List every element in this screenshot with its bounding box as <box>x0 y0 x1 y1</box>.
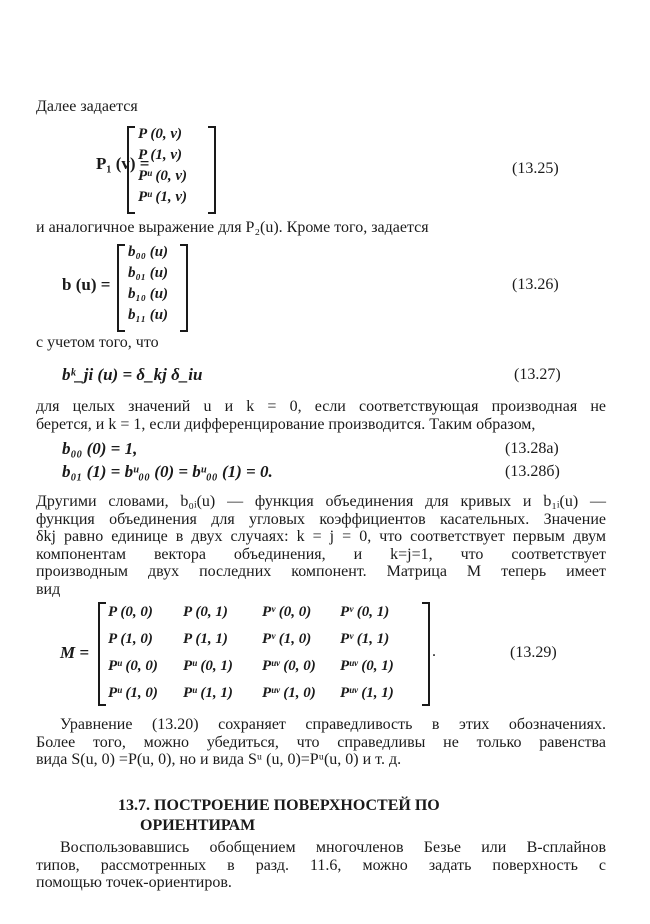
eq-13-26-number: (13.26) <box>512 276 559 293</box>
section-title-line2: ОРИЕНТИРАМ <box>140 817 256 834</box>
eq-13-28a-number: (13.28а) <box>505 440 559 457</box>
eq-13-25-left-bracket <box>127 126 135 214</box>
eq-13-26-lhs: b (u) = <box>62 275 111 294</box>
matrix-cell: Pᵘ (0, 1) <box>183 658 233 674</box>
matrix-cell: Pᵘᵛ (0, 0) <box>262 658 316 674</box>
eq-13-29-number: (13.29) <box>510 644 557 661</box>
eq-13-25-row: Pᵘ (1, v) <box>138 189 188 205</box>
eq-13-25-right-bracket <box>208 126 216 214</box>
intro-text: Далее задается <box>36 98 138 115</box>
eq-13-29-terminal-dot: . <box>432 643 436 660</box>
section-title-line1: ПОСТРОЕНИЕ ПОВЕРХНОСТЕЙ ПО <box>154 797 440 814</box>
eq-13-26-left-bracket <box>117 244 125 332</box>
matrix-cell: Pᵘ (1, 0) <box>108 685 158 701</box>
after-13-26-text: с учетом того, что <box>36 334 159 351</box>
after-13-25-text: и аналогичное выражение для P₂(u). Кроме того, задается <box>36 219 429 236</box>
eq-13-27-formula: bᵏ_ji (u) = δ_kj δ_iu <box>62 365 203 384</box>
matrix-cell: P (0, 1) <box>183 604 228 620</box>
paragraph-line: помощью точек-ориентиров. <box>36 874 232 891</box>
paragraph-1 <box>36 398 606 433</box>
eq-13-26-row: b₀₀ (u) <box>128 244 169 260</box>
eq-13-25-number: (13.25) <box>512 160 559 177</box>
eq-13-26-row: b₁₁ (u) <box>128 307 169 323</box>
matrix-cell: Pᵘ (0, 0) <box>108 658 158 674</box>
matrix-cell: Pᵘᵛ (0, 1) <box>340 658 394 674</box>
matrix-cell: P (1, 0) <box>108 631 153 647</box>
paragraph-line: Другими словами, b₀ᵢ(u) — функция объединения для кривых и b₁ᵢ(u) — <box>36 493 606 510</box>
eq-13-26-row: b₁₀ (u) <box>128 286 169 302</box>
matrix-cell: P (1, 1) <box>183 631 228 647</box>
paragraph-line: типов, рассмотренных в разд. 11.6, можно задать поверхность с <box>36 856 606 874</box>
matrix-cell: Pᵘ (1, 1) <box>183 685 233 701</box>
section-heading <box>118 796 440 816</box>
eq-13-25-lhs: P₁ (v) = <box>96 154 150 173</box>
matrix-cell: Pᵛ (0, 0) <box>262 604 312 620</box>
eq-13-28a-formula: b₀₀ (0) = 1, <box>62 439 138 458</box>
eq-13-26-row: b₀₁ (u) <box>128 265 169 281</box>
paragraph-line: функция объединения для угловых коэффициентов касательных. Значение <box>36 510 606 528</box>
paragraph-line: Воспользовавшись обобщением многочленов Безье или B-сплайнов <box>60 839 606 856</box>
paragraph-line: Более того, можно убедиться, что справедливы не только равенства <box>36 733 606 751</box>
paragraph-line: δkj равно единице в двух случаях: k = j = 0, что соответствует первым двум <box>36 528 606 545</box>
paragraph-line: производным двух последних компонент. Матрица M теперь имеет <box>36 563 606 580</box>
eq-13-25-row: P (0, v) <box>138 126 183 142</box>
eq-13-28b-number: (13.28б) <box>505 463 560 480</box>
matrix-cell: Pᵘᵛ (1, 0) <box>262 685 316 701</box>
paragraph-line: Уравнение (13.20) сохраняет справедливость в этих обозначениях. <box>60 716 606 733</box>
eq-13-25-row: Pᵘ (0, v) <box>138 168 188 184</box>
section-number: 13.7. <box>118 797 150 814</box>
paragraph-3 <box>36 716 606 769</box>
paragraph-line: вида S(u, 0) =P(u, 0), но и вида Sᵘ (u, 0)=Pᵘ(u, 0) и т. д. <box>36 751 402 768</box>
paragraph-line: компонентам вектора объединения, и k=j=1, что соответствует <box>36 545 606 563</box>
eq-13-27-number: (13.27) <box>514 366 561 383</box>
paragraph-4 <box>36 839 606 892</box>
paragraph-line: вид <box>36 580 61 598</box>
matrix-cell: Pᵛ (1, 1) <box>340 631 390 647</box>
eq-13-29-left-bracket <box>98 602 106 706</box>
paragraph-line: для целых значений u и k = 0, если соответствующая производная не <box>36 398 606 415</box>
paragraph-2 <box>36 493 606 598</box>
matrix-cell: Pᵘᵛ (1, 1) <box>340 685 394 701</box>
eq-13-26-right-bracket <box>180 244 188 332</box>
eq-13-28b-formula: b₀₁ (1) = bᵘ₀₀ (0) = bᵘ₀₀ (1) = 0. <box>62 462 273 481</box>
eq-13-25-row: P (1, v) <box>138 147 183 163</box>
matrix-cell: P (0, 0) <box>108 604 153 620</box>
eq-13-29-lhs: M = <box>60 643 90 662</box>
paragraph-line: берется, и k = 1, если дифференцирование производится. Таким образом, <box>36 415 536 433</box>
matrix-cell: Pᵛ (0, 1) <box>340 604 390 620</box>
matrix-cell: Pᵛ (1, 0) <box>262 631 312 647</box>
eq-13-29-right-bracket <box>422 602 430 706</box>
